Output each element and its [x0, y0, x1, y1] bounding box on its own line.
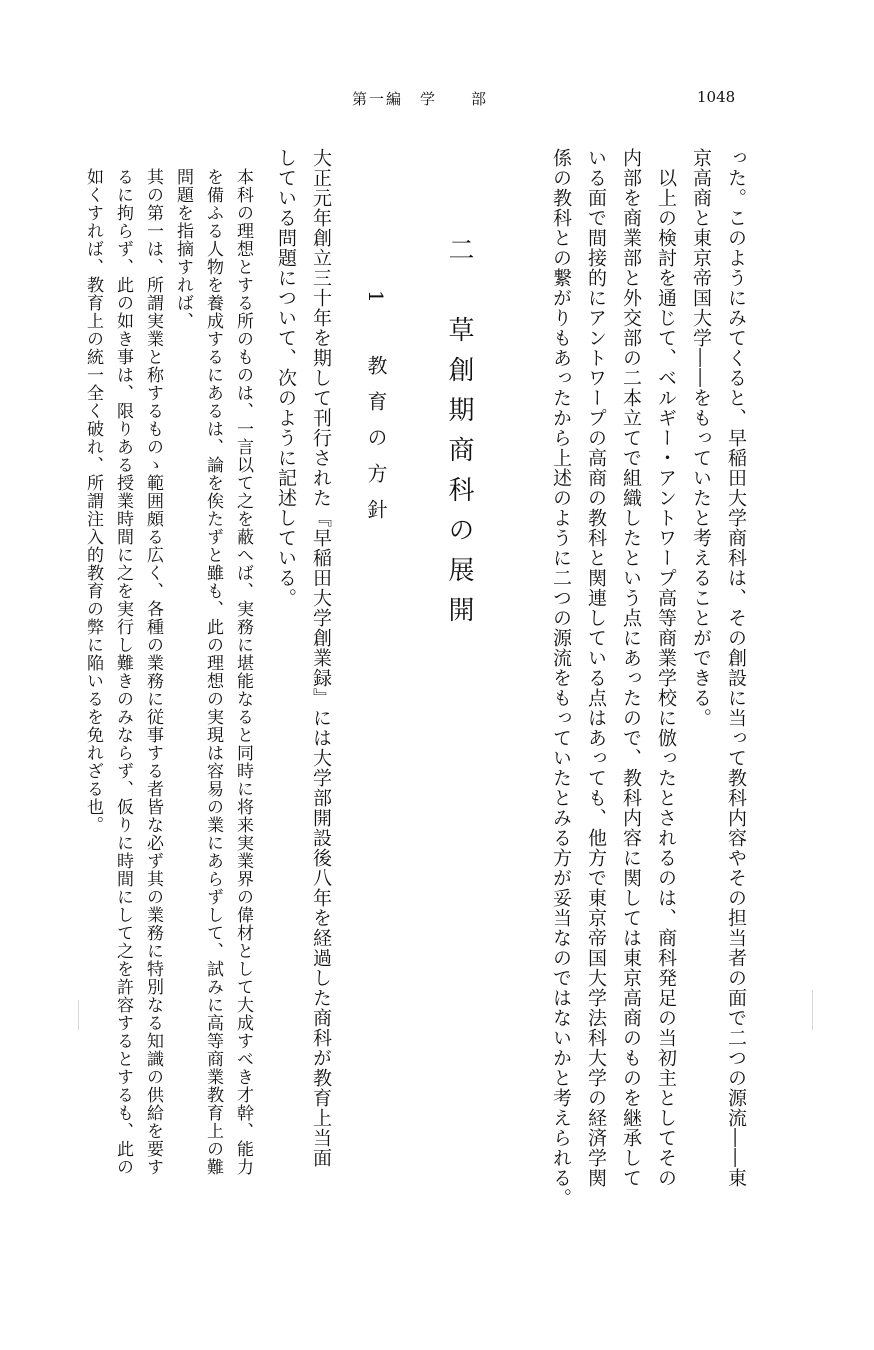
scan-mark	[812, 990, 813, 1030]
running-head: 第一編 学 部	[352, 90, 489, 108]
text-column: いる面で間接的にアントワープの高商の教科と関連している点はあっても、他方で東京帝国大学法科大学の経済学関	[585, 148, 607, 1188]
page-number: 1048	[697, 88, 736, 106]
section-title: 二 草創期商科の展開	[444, 236, 474, 636]
quote-column: 其の第一は、所謂実業と称するものゝ範囲頗る広く、各種の業務に従事する者皆な必ず其の業務に特別なる知識の供給を要す	[143, 168, 163, 1176]
text-column: 内部を商業部と外交部の二本立てで組織したという点にあったので、教科内容に関しては東京高商のものを継承して	[620, 148, 642, 1188]
text-column: 係の教科との繋がりもあったから上述のように二つの源流をもっていたとみる方が妥当なのではないかと考えられる。	[550, 148, 572, 1208]
quote-column: 問題を指摘すれば、	[173, 168, 193, 330]
quote-column: るに拘らず、此の如き事は、限りある授業時間に之を実行し難きのみならず、仮りに時間にして之を許容するとするも、此の	[113, 168, 133, 1176]
scan-mark	[78, 1000, 79, 1030]
text-column: 大正元年創立三十年を期して刊行された『早稲田大学創業録』には大学部開設後八年を経過した商科が教育上当面	[310, 148, 332, 1168]
text-column: している問題について、次のように記述している。	[275, 148, 297, 608]
quote-column: 如くすれば、教育上の統一全く破れ、所謂注入的教育の弊に陥いるを免れざる也。	[83, 168, 103, 834]
text-column: った。このようにみてくると、早稲田大学商科は、その創設に当って教科内容やその担当者の面で二つの源流――東	[725, 148, 747, 1188]
text-column: 京高商と東京帝国大学――をもっていたと考えることができる。	[690, 148, 712, 728]
quote-column: を備ふる人物を養成するにあるは、論を俟たずと雖も、此の理想の実現は容易の業にあらずして、試みに高等商業教育上の難	[203, 168, 223, 1176]
text-column: 以上の検討を通じて、ベルギー・アントワープ高等商業学校に倣ったとされるのは、商科発足の当初主としてその	[655, 168, 677, 1188]
quote-column: 本科の理想とする所のものは、一言以て之を蔽へば、実務に堪能なると同時に将来実業界の偉材として大成すべき才幹、能力	[233, 168, 253, 1176]
subsection-title: 1 教育の方針	[364, 290, 388, 535]
